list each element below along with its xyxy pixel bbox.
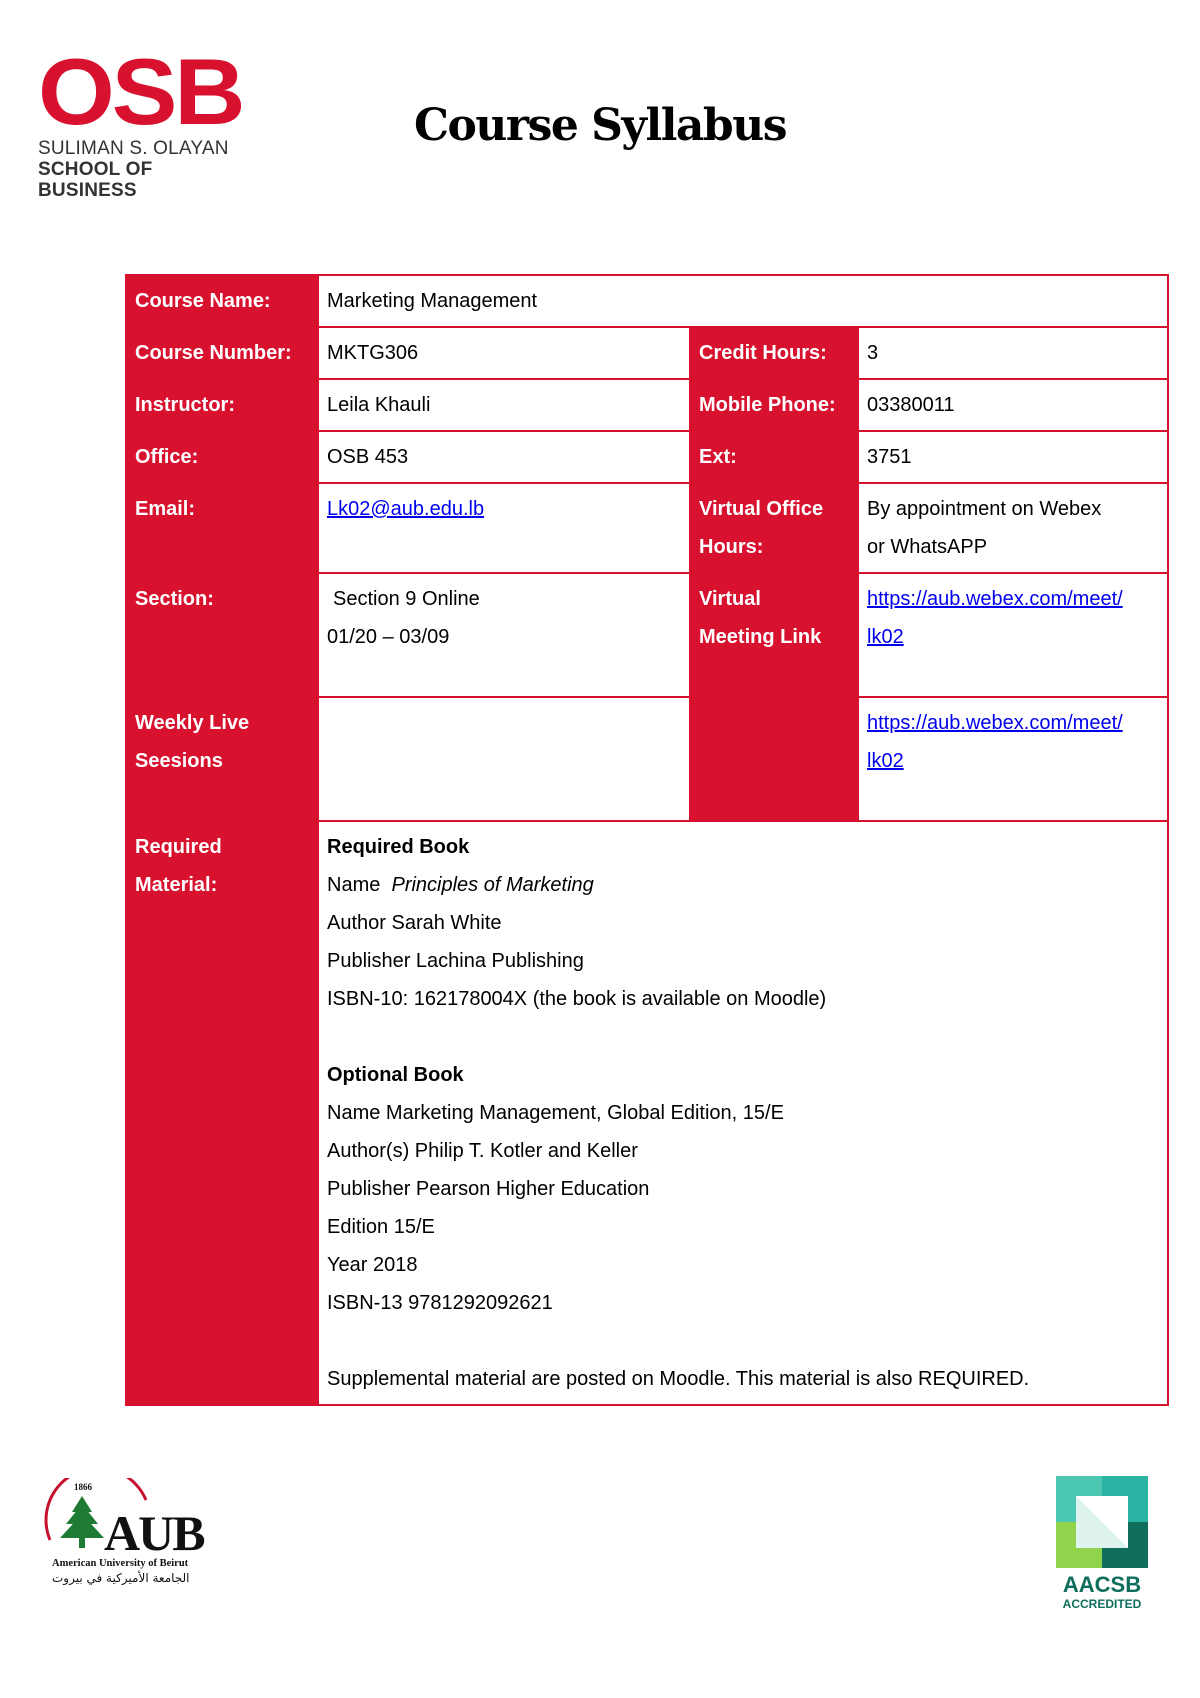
- row-section: [126, 573, 1168, 697]
- email-link[interactable]: Lk02@aub.edu.lb: [327, 498, 485, 520]
- mobile-phone-value: 03380011: [858, 379, 1168, 431]
- required-book-name-label: Name: [327, 874, 381, 896]
- ext-label: Ext:: [690, 431, 858, 483]
- section-line1: Section 9 Online: [333, 588, 480, 610]
- instructor-label: Instructor:: [126, 379, 318, 431]
- row-required-material: [126, 821, 1168, 1405]
- credit-hours-label: Credit Hours:: [690, 327, 858, 379]
- optional-book-name: Name Marketing Management, Global Edition, 15/E: [327, 1102, 784, 1124]
- aub-logo: [42, 1478, 222, 1588]
- supplemental-note: Supplemental material are posted on Moodle. This material is also REQUIRED.: [327, 1368, 1030, 1390]
- aub-logo-english: American University of Beirut: [52, 1558, 189, 1569]
- osb-logo-line2: SCHOOL OF BUSINESS: [38, 159, 153, 201]
- virtual-office-hours-value: [858, 483, 1168, 573]
- row-course-number: [126, 327, 1168, 379]
- office-label: Office:: [126, 431, 318, 483]
- cedar-icon: [60, 1496, 104, 1548]
- weekly-live-label-line1: Weekly Live: [135, 712, 250, 734]
- optional-book-year: Year 2018: [327, 1254, 418, 1276]
- course-name-value: Marketing Management: [318, 275, 1168, 327]
- course-number-value: MKTG306: [318, 327, 690, 379]
- osb-logo-line1: SULIMAN S. OLAYAN: [38, 138, 229, 159]
- meeting-link-line2: lk02: [867, 626, 904, 648]
- meeting-link-line1: https://aub.webex.com/meet/: [867, 588, 1123, 610]
- mobile-phone-label: Mobile Phone:: [690, 379, 858, 431]
- weekly-link-cell: [858, 697, 1168, 821]
- weekly-link-line2: lk02: [867, 750, 904, 772]
- aub-logo-year: 1866: [74, 1482, 92, 1492]
- virtual-office-hours-line2: or WhatsAPP: [867, 536, 988, 558]
- required-book-isbn: ISBN-10: 162178004X (the book is available on Moodle): [327, 988, 827, 1010]
- virtual-office-hours-label-line1: Virtual Office: [699, 498, 824, 520]
- required-material-value: [318, 821, 1168, 1405]
- virtual-meeting-label: [690, 573, 858, 697]
- aub-logo-mark: AUB: [104, 1505, 204, 1561]
- weekly-live-label-line2: Seesions: [135, 750, 223, 772]
- weekly-link[interactable]: [867, 712, 1123, 772]
- required-book-publisher: Publisher Lachina Publishing: [327, 950, 584, 972]
- syllabus-table: [125, 274, 1169, 1406]
- required-book-author: Author Sarah White: [327, 912, 502, 934]
- section-value: [318, 573, 690, 697]
- row-office: [126, 431, 1168, 483]
- required-book-title: Principles of Marketing: [391, 874, 594, 896]
- aub-logo-arabic: الجامعة الأميركية في بيروت: [52, 1571, 190, 1585]
- optional-book-isbn: ISBN-13 9781292092621: [327, 1292, 553, 1314]
- row-instructor: [126, 379, 1168, 431]
- virtual-meeting-label-line1: Virtual: [699, 588, 761, 610]
- row-course-name: [126, 275, 1168, 327]
- credit-hours-value: 3: [858, 327, 1168, 379]
- office-value: OSB 453: [318, 431, 690, 483]
- required-material-label-line1: Required: [135, 836, 222, 858]
- osb-logo-mark: OSB: [38, 39, 243, 144]
- required-material-label: [126, 821, 318, 1405]
- virtual-office-hours-line1: By appointment on Webex: [867, 498, 1102, 520]
- optional-book-publisher: Publisher Pearson Higher Education: [327, 1178, 650, 1200]
- virtual-meeting-label-line2: Meeting Link: [699, 626, 822, 648]
- optional-book-heading: Optional Book: [327, 1064, 464, 1086]
- email-cell: [318, 483, 690, 573]
- row-email: [126, 483, 1168, 573]
- required-book-name: [327, 866, 1159, 904]
- required-book-heading: Required Book: [327, 836, 470, 858]
- weekly-live-blank-label: [690, 697, 858, 821]
- row-weekly-live: [126, 697, 1168, 821]
- optional-book-edition: Edition 15/E: [327, 1216, 435, 1238]
- virtual-office-hours-label: [690, 483, 858, 573]
- aacsb-logo-sub: ACCREDITED: [1062, 1597, 1142, 1611]
- weekly-live-label: [126, 697, 318, 821]
- aacsb-logo: [1056, 1476, 1148, 1612]
- aacsb-logo-mark: AACSB: [1062, 1572, 1142, 1597]
- weekly-live-value: [318, 697, 690, 821]
- virtual-office-hours-label-line2: Hours:: [699, 536, 764, 558]
- instructor-value: Leila Khauli: [318, 379, 690, 431]
- page-title: Course Syllabus: [414, 100, 786, 151]
- ext-value: 3751: [858, 431, 1168, 483]
- required-material-label-line2: Material:: [135, 874, 218, 896]
- weekly-link-line1: https://aub.webex.com/meet/: [867, 712, 1123, 734]
- optional-book-author: Author(s) Philip T. Kotler and Keller: [327, 1140, 638, 1162]
- course-name-label: Course Name:: [126, 275, 318, 327]
- meeting-link-cell: [858, 573, 1168, 697]
- course-number-label: Course Number:: [126, 327, 318, 379]
- email-label: Email:: [126, 483, 318, 573]
- section-line2: 01/20 – 03/09: [327, 626, 450, 648]
- meeting-link[interactable]: [867, 588, 1123, 648]
- section-label: Section:: [126, 573, 318, 697]
